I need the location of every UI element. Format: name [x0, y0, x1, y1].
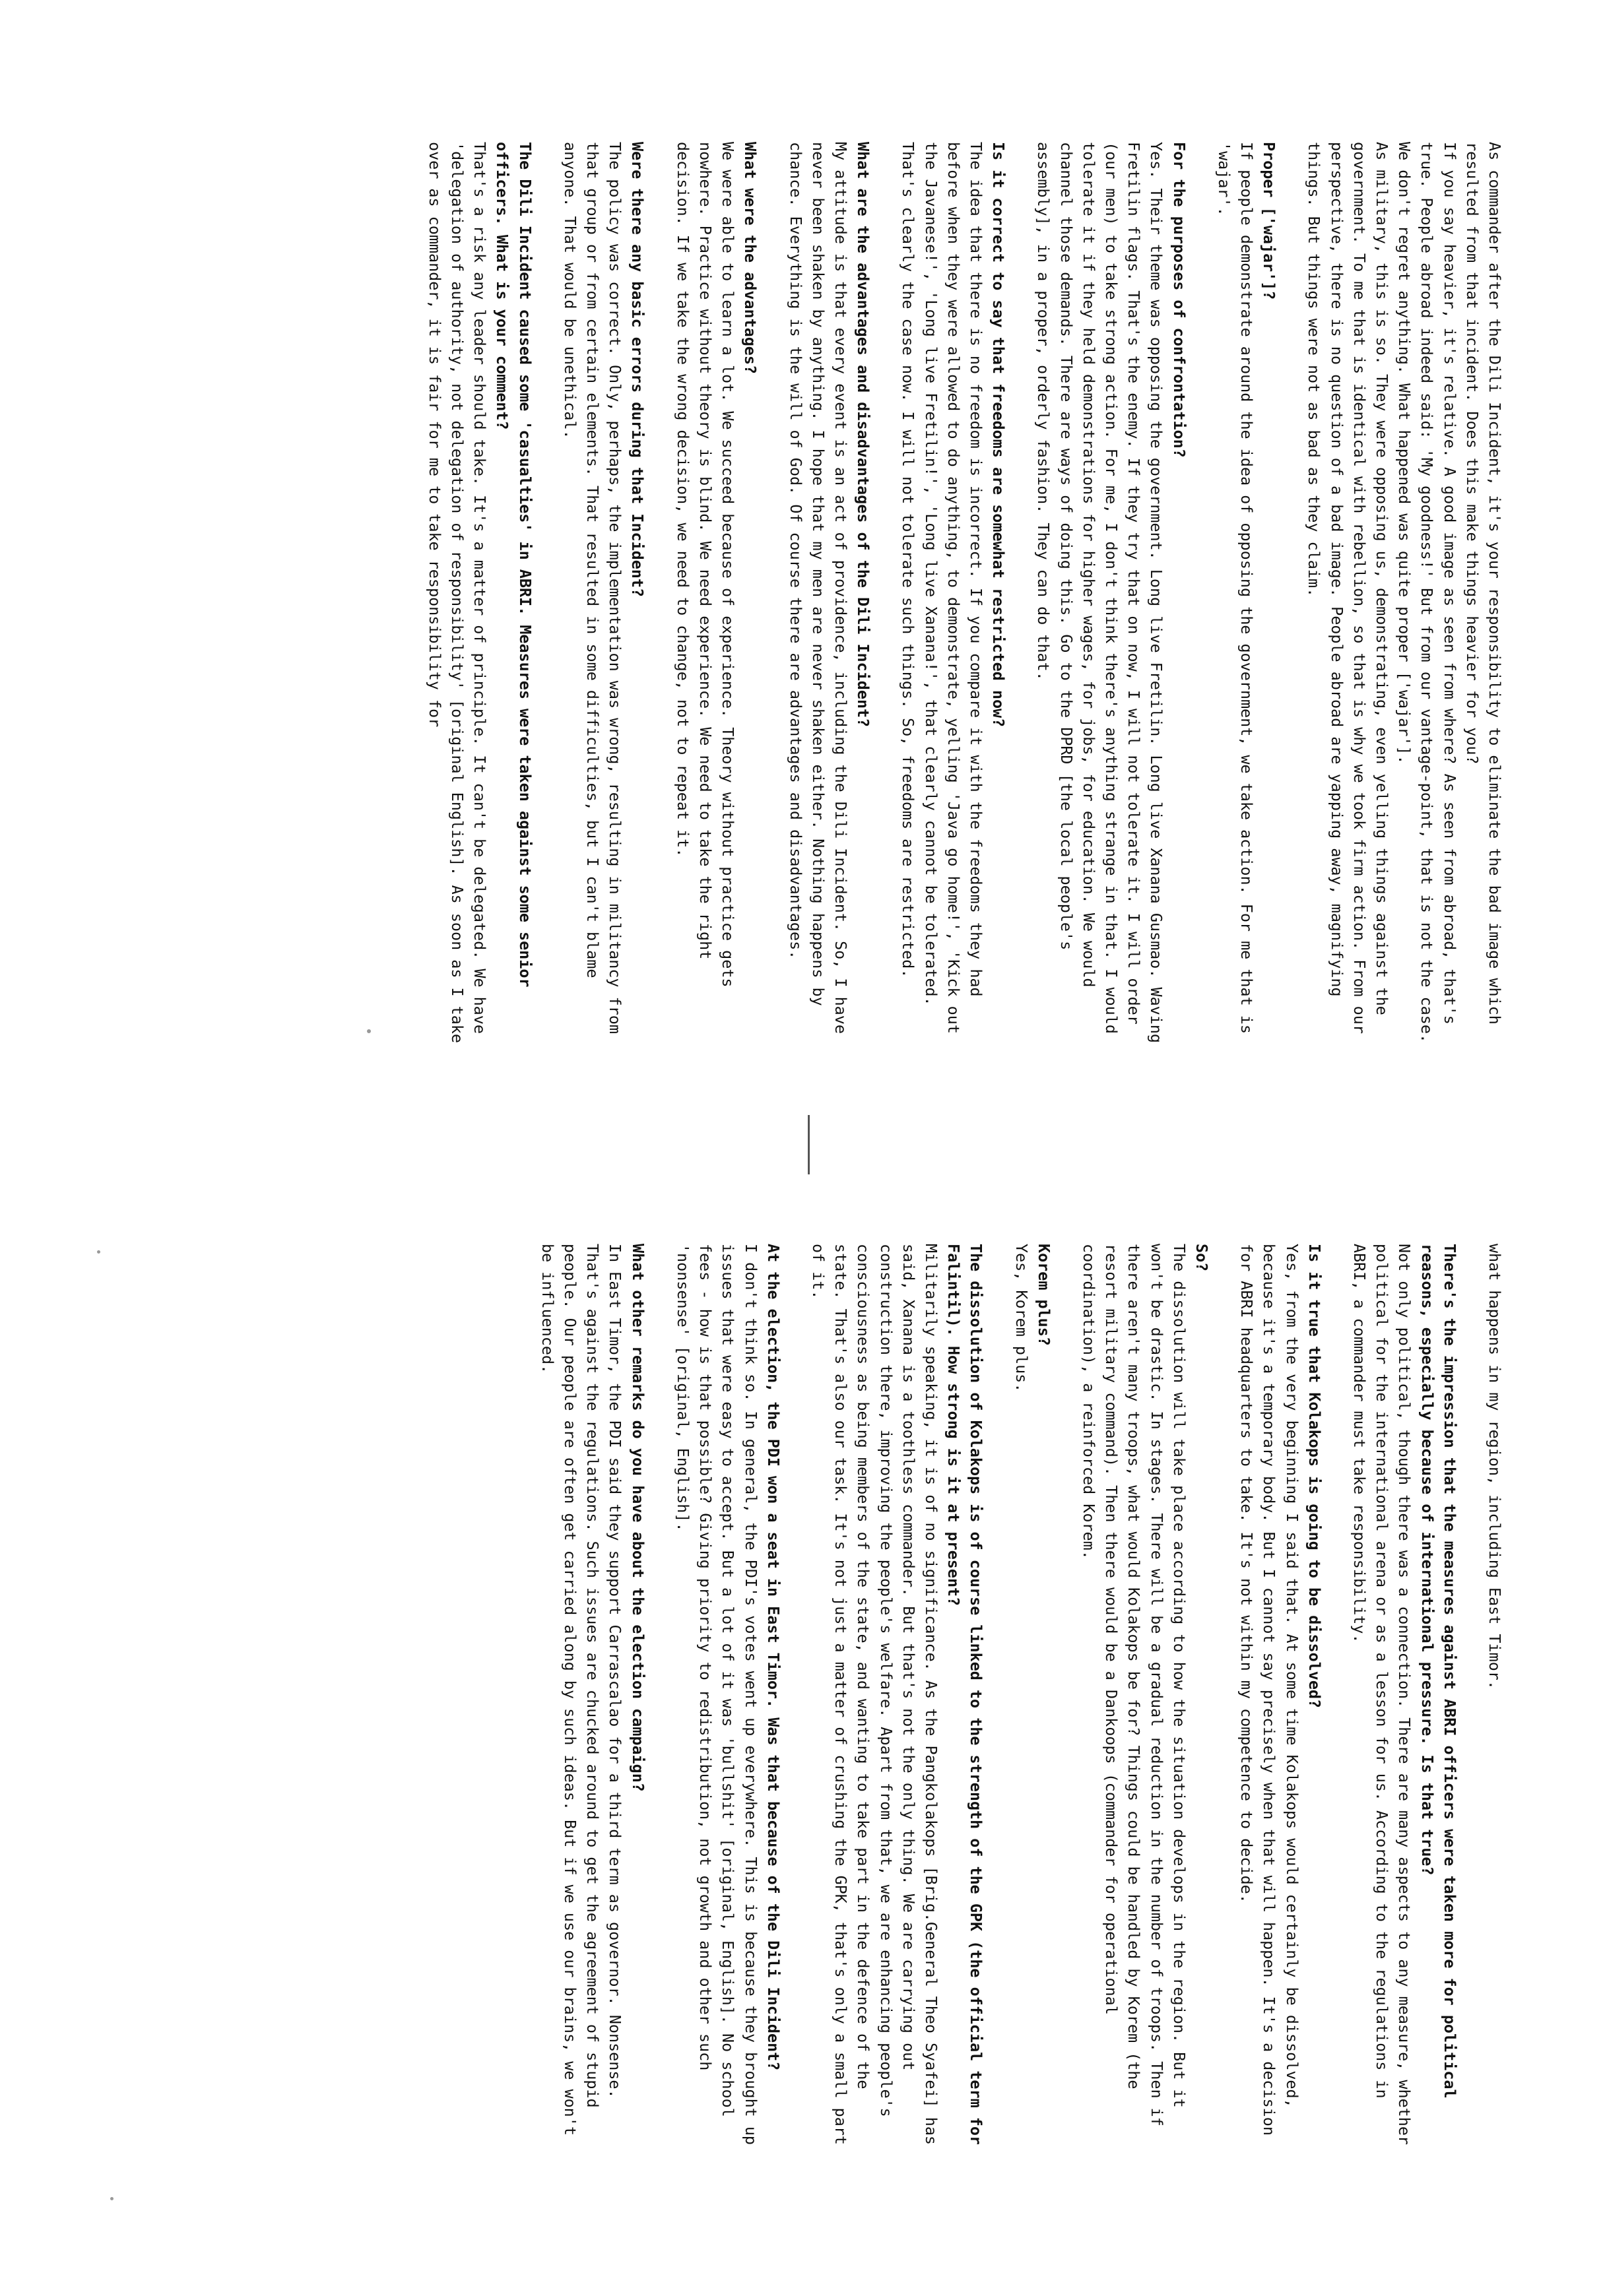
qa-block	[672, 1244, 785, 2155]
qa-block	[1303, 142, 1506, 1046]
answer: The policy was correct. Only, perhaps, the implementation was wrong, resulting in militancy from that group or from certain elements. That resulted in some difficulties, but I can't blame anyone. That would be unethical.	[560, 142, 625, 1043]
question: So?	[1192, 1244, 1211, 1272]
divider-mark	[808, 1115, 810, 1174]
continued-text: what happens in my region, including East Timor.	[1486, 1244, 1504, 1690]
answer: As commander after the Dili Incident, it's your responsibility to eliminate the bad image which resulted from that incident. Does this make things heavier for you? If you say heavier, it's relative. A good image as seen from where? As seen from abroad, that's true. People abroad indeed said: 'My goodness!' But from our vantage-point, that is not the case. We don't regret anything. What happened was quite proper ['wajar']. As military, this is so. They were opposing us, demonstrating, even yelling things against the government. To me that is identical with rebellion, so that is why we took firm action. From our perspective, there is no question of a bad image. People abroad are yapping away, magnifying things. But things were not as bad as they claim.	[1305, 142, 1504, 1043]
answer: Yes, from the very beginning I said that. At some time Kolakops would certainly be dissolved, because it's a temporary body. But I cannot say precisely when that will happen. It's a decision for ABRI headquarters to take. It's not within my competence to decide.	[1237, 1244, 1301, 2145]
qa-block	[424, 142, 537, 1053]
answer: Not only political, though there was a connection. There are many aspects to any measure, whether political for the international arena or as a lesson for us. According to the regulations in ABRI, a commander must take responsibility.	[1350, 1244, 1414, 2155]
qa-block	[897, 142, 1010, 1046]
question: There's the impression that the measures against ABRI officers were taken more for political reasons, especially because of international pressure. Is that true?	[1418, 1244, 1459, 2108]
question: At the election, the PDI won a seat in East Timor. Was that because of the Dili Incident?	[764, 1244, 783, 2071]
question: What are the advantages and disadvantages of the Dili Incident?	[854, 142, 873, 728]
question: What were the advantages?	[741, 142, 760, 375]
qa-block	[807, 1244, 988, 2155]
answer: Yes, Korem plus.	[1012, 1244, 1031, 1393]
question: Proper ['wajar']?	[1260, 142, 1279, 300]
question: The dissolution of Kolakops is of course linked to the strength of the GPK (the official term for Falintil). How strong is it at present?	[944, 1244, 986, 2155]
question: Korem plus?	[1034, 1244, 1053, 1346]
answer: Militarily speaking, it is of no significance. As the Pangkolakops [Brig.General Theo Syafei] has said, Xanana is a toothless commander. But that's not the only thing. We are carrying out construction there, improving the people's welfare. Apart from that, we are enhancing people's consciousness as being members of the state, and wanting to take part in the defence of the state. That's also our task. It's not just a matter of crushing the GPK, that's only a small part of it.	[808, 1244, 940, 2155]
scan-speck	[97, 1250, 100, 1254]
qa-block	[1078, 1244, 1213, 2148]
question: Is it correct to say that freedoms are somewhat restricted now?	[989, 142, 1008, 728]
question: For the purposes of confrontation?	[1169, 142, 1189, 458]
question: Were there any basic errors during that Incident?	[628, 142, 647, 598]
qa-block	[1010, 1244, 1055, 2148]
answer: The dissolution will take place according to how the situation develops in the region. But it won't be drastic. In stages. There will be a gradual reduction in the number of troops. Then if there aren't many troops, what would Kolakops be for? Things could be handled by Korem (the resort military command). Then there would be a Dankoops (commander for operational coordination), a reinforced Korem.	[1079, 1244, 1189, 2136]
qa-block	[672, 142, 762, 1046]
answer: Yes. Their theme was opposing the government. Long live Fretilin. Long live Xanana Gusmao. Waving Fretilin flags. That's the enemy. If they try that on now, I will not tolerate it. I will order (our men) to take strong action. For me, I don't think there's anything strange in that. I would tolerate it if they held demonstrations for higher wages, for jobs, for education. We would channel those demands. There are ways of doing this. Go to the DPRD [the local people's assembly], in a proper, orderly fashion. They can do that.	[1034, 142, 1166, 1053]
right-column	[514, 1244, 1506, 2155]
scan-speck	[110, 2197, 114, 2200]
qa-block	[1213, 142, 1281, 1046]
qa-block	[784, 142, 874, 1046]
qa-block	[559, 142, 649, 1046]
answer: In East Timor, the PDI said they support Carrascalao for a third term as governor. Nonsense. That's against the regulations. Such issues are chucked around to get the agreement of stupid people. Our people are often get carried along by such ideas. But if we use our brains, we won't be influenced.	[538, 1244, 625, 2145]
qa-block	[1348, 1244, 1461, 2155]
answer: That's a risk any leader should take. It's a matter of principle. It can't be delegated. We have 'delegation of authority, not delegation of responsibility' [original English]. As soon as I take over as commander, it is fair for me to take responsibility for	[425, 142, 490, 1053]
answer: If people demonstrate around the idea of opposing the government, we take action. For me that is 'wajar'.	[1214, 142, 1256, 1043]
scan-speck	[367, 1029, 371, 1033]
answer: My attitude is that every event is an act of providence, including the Dili Incident. So, I have never been shaken by anything. I hope that my men are never shaken either. Nothing happens by chance. Everything is the will of God. Of course there are advantages and disadvantages.	[786, 142, 850, 1043]
qa-block	[1032, 142, 1190, 1053]
answer: We were able to learn a lot. We succeed because of experience. Theory without practice gets nowhere. Practice without theory is blind. We need experience. We need to take the right decision. If we take the wrong decision, we need to change, not to repeat it.	[673, 142, 738, 997]
answer: The idea that there is no freedom is incorrect. If you compare it with the freedoms they had before when they were allowed to do anything, to demonstrate, yelling 'Java go home!', 'Kick out the Javanese!', 'Long live Fretilin!', 'Long live Xanana!', that clearly cannot be tolerated. That's clearly the case now. I will not tolerate such things. So, freedoms are restricted.	[899, 142, 985, 1043]
left-column	[401, 142, 1506, 1053]
question: Is it true that Kolakops is going to be dissolved?	[1305, 1244, 1324, 1709]
question: The Dili Incident caused some 'casualties' in ABRI. Measures were taken against some senior officers. What is your comment?	[493, 142, 535, 997]
qa-block	[1235, 1244, 1326, 2148]
answer: I don't think so. In general, the PDI's votes went up everywhere. This is because they brought up issues that were easy to accept. But a lot of it was 'bullshit' [original, English]. No school fees - how is that possible? Giving priority to redistribution, not growth and other such 'nonsense' [original, English].	[673, 1244, 760, 2155]
question: What other remarks do you have about the election campaign?	[628, 1244, 647, 1792]
qa-block	[537, 1244, 649, 2148]
